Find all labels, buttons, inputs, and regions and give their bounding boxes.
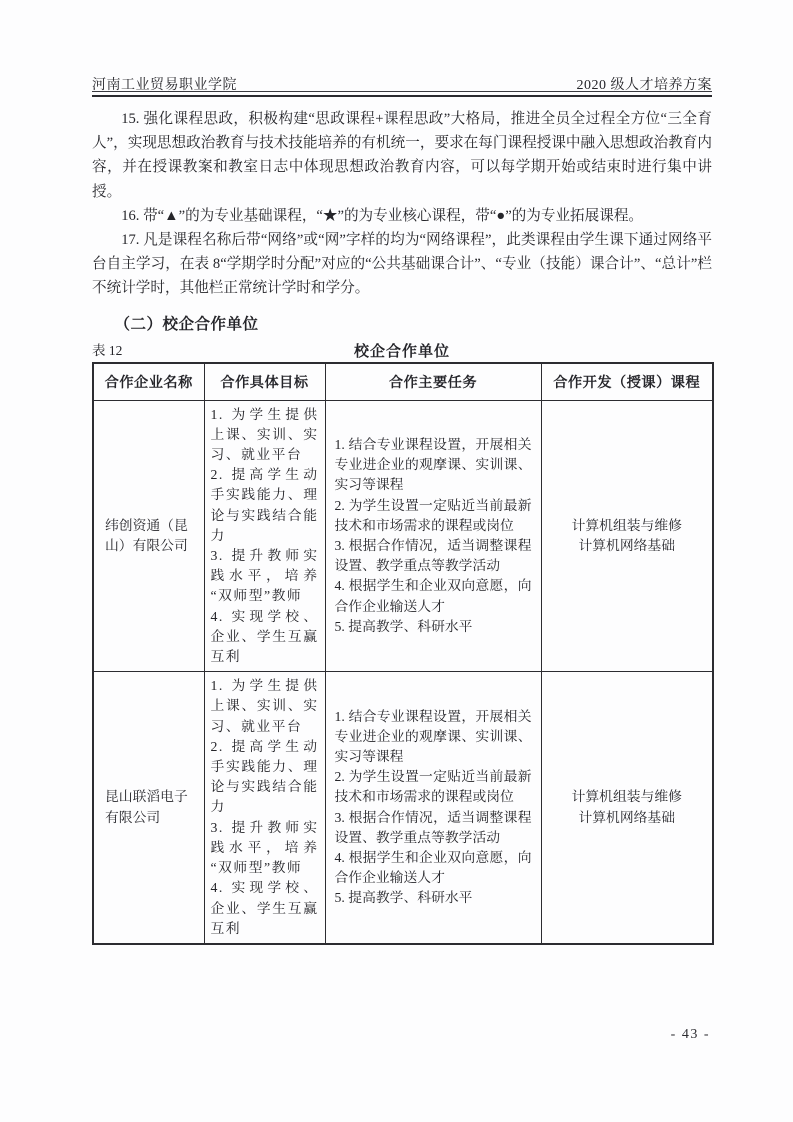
table-caption-row (92, 337, 712, 361)
paragraph-15: 15. 强化课程思政，积极构建“思政课程+课程思政”大格局，推进全员全过程全方位“三全育人”，实现思想政治教育与技术技能培养的有机统一，要求在每门课程授课中融入思想政治教育内容，并在授课教案和教室日志中体现思想政治教育内容，可以每学期开始或结束时进行集中讲授。 (92, 111, 712, 200)
table-header-row (93, 363, 713, 401)
goal-item: 4. 实现学校、企业、学生互赢互利 (210, 880, 319, 936)
tasks-cell (325, 400, 541, 672)
section-heading: （二）校企合作单位 (114, 315, 259, 333)
course-item: 计算机组装与维修 (571, 517, 682, 533)
header-school-name: 河南工业贸易职业学院 (92, 78, 237, 93)
course-item: 计算机网络基础 (578, 809, 676, 825)
task-item: 1. 结合专业课程设置，开展相关专业进企业的观摩课、实训课、实习等课程 (334, 708, 532, 764)
courses-cell (541, 400, 713, 672)
header-rule-thick (92, 95, 712, 97)
goal-item: 2. 提高学生动手实践能力、理论与实践结合能力 (210, 738, 319, 815)
goals-cell (204, 672, 325, 944)
task-item: 5. 提高教学、科研水平 (334, 618, 473, 634)
table-row (93, 672, 713, 944)
goal-item: 1. 为学生提供上课、实训、实习、就业平台 (210, 678, 319, 734)
paragraph-16: 16. 带“▲”的为专业基础课程，“★”的为专业核心课程，带“●”的为专业拓展课程。 (121, 207, 644, 224)
table-label: 表 12 (92, 342, 123, 358)
header-plan-title: 2020 级人才培养方案 (576, 78, 712, 93)
company-cell: 昆山联滔电子有限公司 (93, 672, 204, 944)
task-item: 2. 为学生设置一定贴近当前最新技术和市场需求的课程或岗位 (334, 769, 532, 805)
task-item: 5. 提高教学、科研水平 (334, 890, 473, 906)
task-item: 1. 结合专业课程设置，开展相关专业进企业的观摩课、实训课、实习等课程 (334, 436, 532, 493)
paragraph-17: 17. 凡是课程名称后带“网络”或“网”字样的均为“网络课程”，此类课程由学生课下通过网络平台自主学习，在表 8“学期学时分配”对应的“公共基础课合计”、“专业（技能）课合计”、“总计”栏不统计学时，其他栏正常统计学时和学分。 (92, 232, 712, 297)
task-item: 3. 根据合作情况，适当调整课程设置、教学重点等教学活动 (334, 537, 532, 574)
goal-item: 4. 实现学校、企业、学生互赢互利 (210, 608, 319, 665)
task-item: 2. 为学生设置一定贴近当前最新技术和市场需求的课程或岗位 (334, 497, 532, 533)
cooperation-table (92, 362, 714, 945)
company-cell: 纬创资通（昆山）有限公司 (93, 400, 204, 672)
col-header-company: 合作企业名称 (93, 363, 204, 401)
document-body (92, 107, 712, 945)
tasks-cell (325, 672, 541, 944)
task-item: 4. 根据学生和企业双向意愿，向合作企业输送人才 (334, 849, 532, 886)
col-header-courses: 合作开发（授课）课程 (541, 363, 713, 401)
header-rule-thin (92, 91, 712, 92)
col-header-goals: 合作具体目标 (204, 363, 325, 401)
goal-item: 3. 提升教师实践水平，培养“双师型”教师 (210, 548, 319, 604)
courses-cell (541, 672, 713, 944)
table-row (93, 400, 713, 672)
task-item: 3. 根据合作情况，适当调整课程设置、教学重点等教学活动 (334, 809, 532, 845)
goal-item: 1. 为学生提供上课、实训、实习、就业平台 (210, 406, 319, 463)
task-item: 4. 根据学生和企业双向意愿，向合作企业输送人才 (334, 578, 532, 614)
page-number: - 43 - (670, 1027, 710, 1042)
goal-item: 2. 提高学生动手实践能力、理论与实践结合能力 (210, 467, 319, 543)
course-item: 计算机网络基础 (578, 537, 676, 553)
table-caption: 校企合作单位 (353, 342, 450, 360)
course-item: 计算机组装与维修 (571, 789, 682, 805)
col-header-tasks: 合作主要任务 (325, 363, 541, 401)
goal-item: 3. 提升教师实践水平，培养“双师型”教师 (210, 819, 319, 876)
goals-cell (204, 400, 325, 672)
